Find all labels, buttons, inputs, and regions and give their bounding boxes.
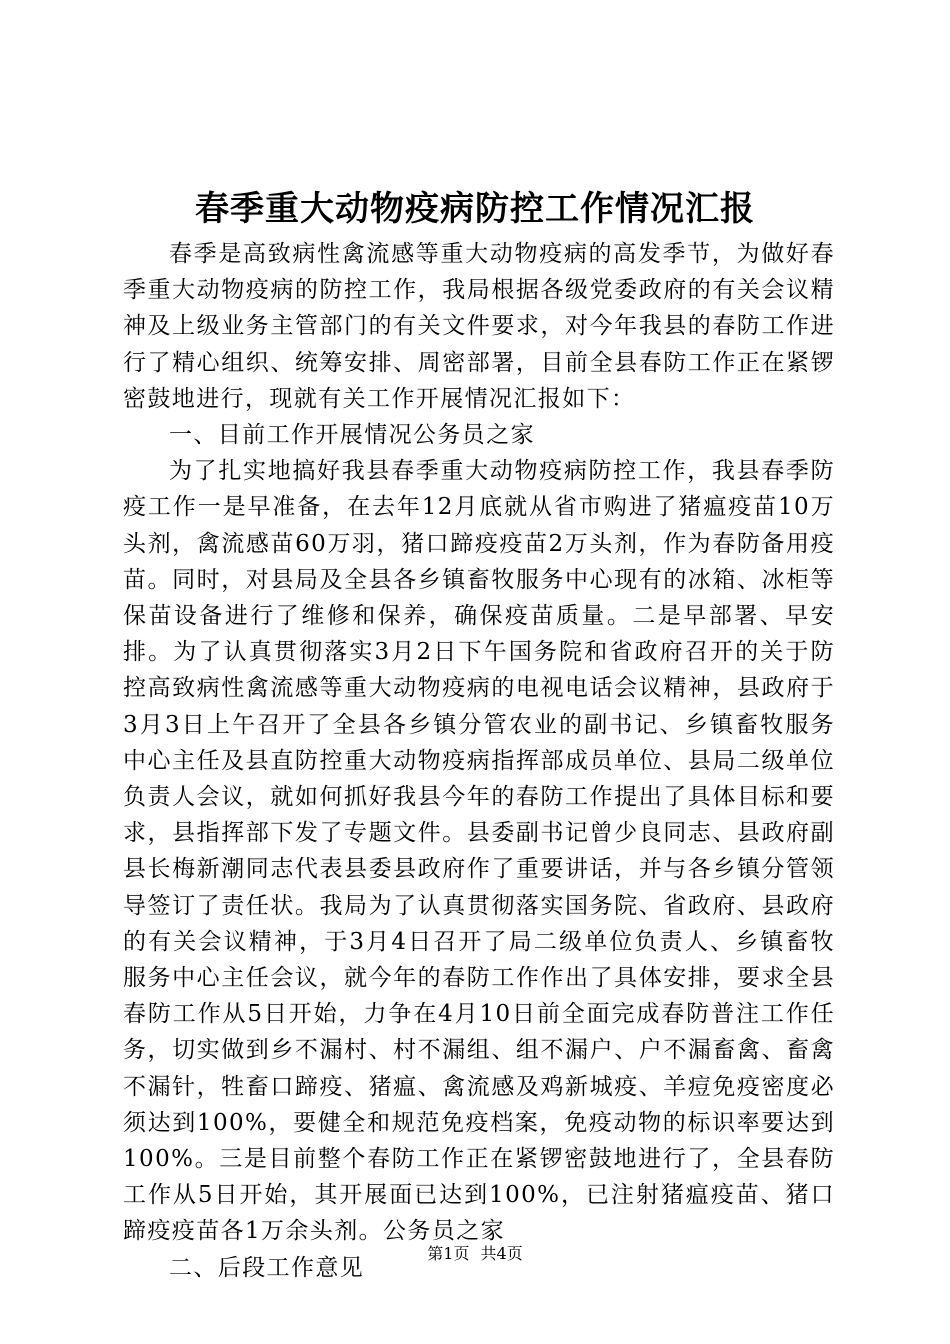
section-1-paragraph: 为了扎实地搞好我县春季重大动物疫病防控工作，我县春季防疫工作一是早准备，在去年12月底就从省市购进了猪瘟疫苗10万头剂，禽流感苗60万羽，猪口蹄疫疫苗2万头剂，作为春防备用疫苗。同时，对县局及全县各乡镇畜牧服务中心现有的冰箱、冰柜等保苗设备进行了维修和保养，确保疫苗质量。二是早部署、早安排。为了认真贯彻落实3月2日下午国务院和省政府召开的关于防控高致病性禽流感等重大动物疫病的电视电话会议精神，县政府于3月3日上午召开了全县各乡镇分管农业的副书记、乡镇畜牧服务中心主任及县直防控重大动物疫病指挥部成员单位、县局二级单位负责人会议，就如何抓好我县今年的春防工作提出了具体目标和要求，县指挥部下发了专题文件。县委副书记曾少良同志、县政府副县长梅新潮同志代表县委县政府作了重要讲话，并与各乡镇分管领导签订了责任状。我局为了认真贯彻落实国务院、省政府、县政府的有关会议精神，于3月4日召开了局二级单位负责人、乡镇畜牧服务中心主任会议，就今年的春防工作作出了具体安排，要求全县春防工作从5日开始，力争在4月10日前全面完成春防普注工作任务，切实做到乡不漏村、村不漏组、组不漏户、户不漏畜禽、畜禽不漏针，牲畜口蹄疫、猪瘟、禽流感及鸡新城疫、羊痘免疫密度必须达到100%，要健全和规范免疫档案，免疫动物的标识率要达到100%。三是目前整个春防工作正在紧锣密鼓地进行了，全县春防工作从5日开始，其开展面已达到100%，已注射猪瘟疫苗、猪口蹄疫疫苗各1万余头剂。公务员之家 [123,458,835,1245]
page-number: 第1页 [427,1244,470,1263]
intro-paragraph: 春季是高致病性禽流感等重大动物疫病的高发季节，为做好春季重大动物疫病的防控工作，我局根据各级党委政府的有关会议精神及上级业务主管部门的有关文件要求，对今年我县的春防工作进行了精心组织、统筹安排、周密部署，目前全县春防工作正在紧锣密鼓地进行，现就有关工作开展情况汇报如下： [123,241,835,412]
document-body [123,236,835,1286]
page-footer [0,1243,950,1265]
document-title: 春季重大动物疫病防控工作情况汇报 [195,189,755,229]
page-total: 共4页 [480,1244,523,1263]
section-heading-2: 二、后段工作意见 [169,1254,365,1281]
section-heading-1: 一、目前工作开展情况公务员之家 [169,422,535,449]
